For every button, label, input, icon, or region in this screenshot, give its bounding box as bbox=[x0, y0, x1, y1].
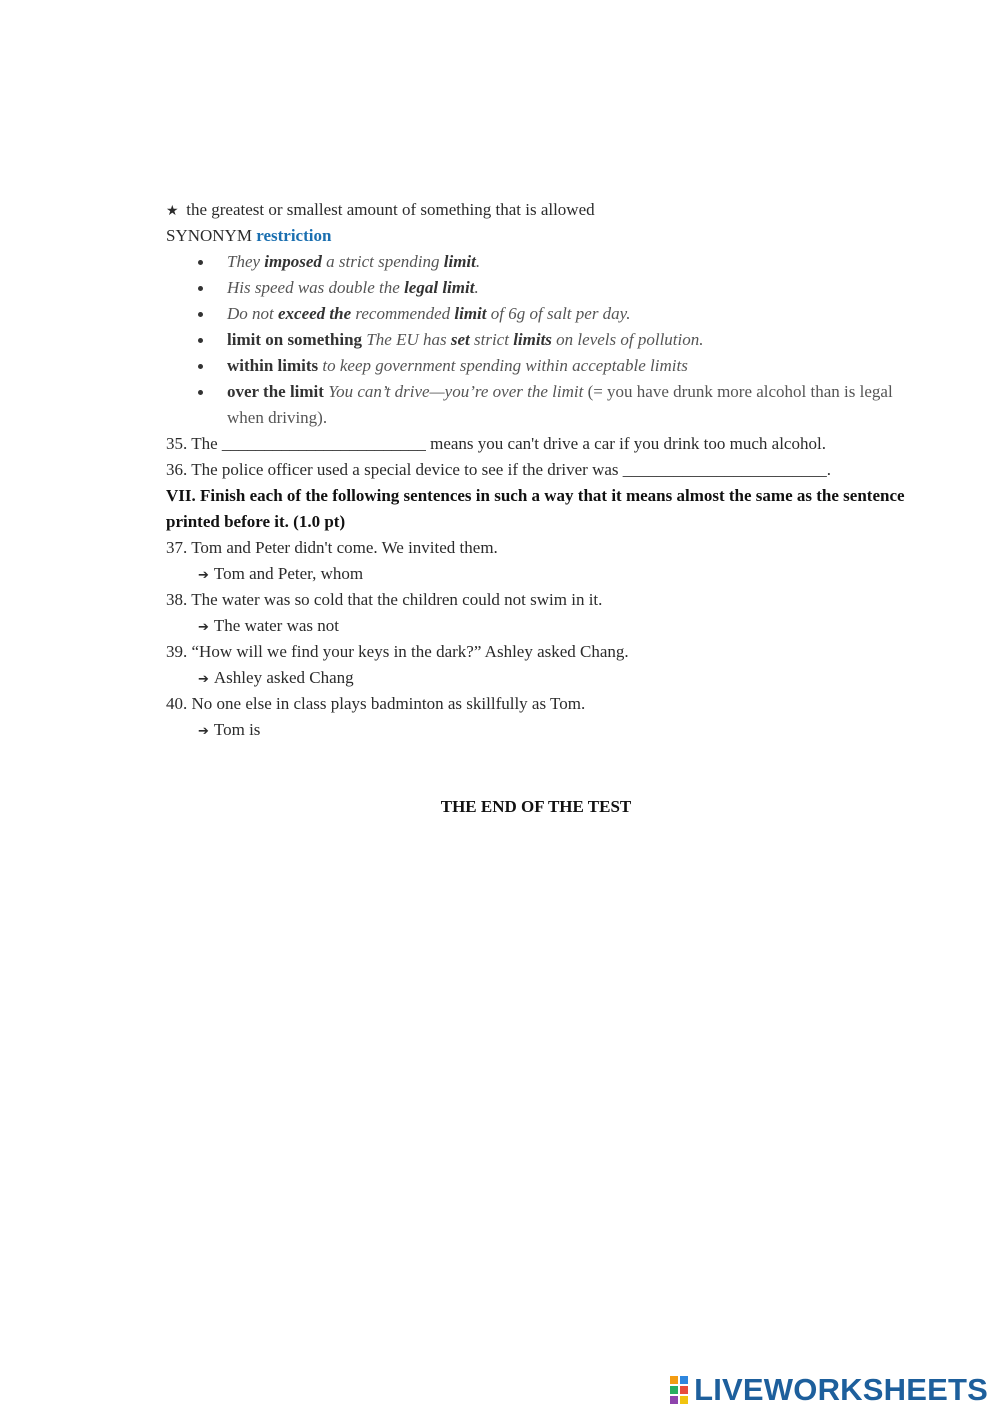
example-text: You can’t drive—you’re over the limit bbox=[323, 382, 584, 401]
example-keyword: set bbox=[450, 330, 470, 349]
example-keyword: limits bbox=[513, 330, 552, 349]
question-39: 39. “How will we find your keys in the dark?” Ashley asked Chang. bbox=[166, 642, 629, 661]
logo-text: LIVEWORKSHEETS bbox=[694, 1372, 988, 1407]
example-item bbox=[166, 353, 906, 379]
answer-stem: The water was not bbox=[213, 616, 339, 635]
example-keyword: limit bbox=[443, 252, 476, 271]
arrow-right-icon: ➔ bbox=[198, 568, 209, 583]
example-text: of 6g of salt per day. bbox=[486, 304, 631, 323]
question-35: 35. The ________________________ means you can't drive a car if you drink too much alcohol. bbox=[166, 434, 826, 453]
definition-line bbox=[166, 197, 906, 223]
example-list bbox=[166, 249, 906, 431]
answer-stem: Tom is bbox=[213, 720, 261, 739]
bullet-icon bbox=[198, 364, 203, 369]
end-of-test-heading: THE END OF THE TEST bbox=[440, 797, 632, 816]
example-text: strict bbox=[469, 330, 514, 349]
rewrite-list bbox=[166, 535, 906, 743]
example-phrase: over the limit bbox=[227, 382, 324, 401]
logo-mark-square bbox=[670, 1376, 678, 1384]
logo-mark-square bbox=[680, 1396, 688, 1404]
bullet-icon bbox=[198, 312, 203, 317]
example-item bbox=[166, 275, 906, 301]
example-text: . bbox=[475, 252, 481, 271]
synonym-link[interactable]: restriction bbox=[256, 226, 332, 245]
logo-mark-square bbox=[670, 1386, 678, 1394]
example-item bbox=[166, 249, 906, 275]
logo-mark-square bbox=[680, 1386, 688, 1394]
example-keyword: imposed bbox=[264, 252, 322, 271]
example-keyword: legal limit bbox=[404, 278, 475, 297]
question-40: 40. No one else in class plays badminton as skillfully as Tom. bbox=[166, 694, 586, 713]
example-text: His speed was double the bbox=[227, 278, 405, 297]
synonym-line bbox=[166, 223, 906, 249]
example-phrase: within limits bbox=[227, 356, 319, 375]
example-text: Do not bbox=[227, 304, 278, 323]
logo-mark-icon bbox=[670, 1376, 688, 1404]
example-keyword: limit bbox=[454, 304, 487, 323]
answer-stem: Tom and Peter, whom bbox=[213, 564, 364, 583]
question-38: 38. The water was so cold that the children could not swim in it. bbox=[166, 590, 603, 609]
example-item bbox=[166, 301, 906, 327]
example-text: to keep government spending within acceptable limits bbox=[318, 356, 688, 375]
arrow-right-icon: ➔ bbox=[198, 724, 209, 739]
star-icon: ★ bbox=[166, 204, 179, 219]
worksheet-page bbox=[166, 197, 906, 743]
bullet-icon bbox=[198, 286, 203, 291]
arrow-right-icon: ➔ bbox=[198, 672, 209, 687]
answer-line-40[interactable] bbox=[166, 717, 906, 743]
answer-line-38[interactable] bbox=[166, 613, 906, 639]
bullet-icon bbox=[198, 390, 203, 395]
synonym-label: SYNONYM bbox=[166, 226, 252, 245]
question-37: 37. Tom and Peter didn't come. We invited them. bbox=[166, 538, 498, 557]
definition-text: the greatest or smallest amount of something that is allowed bbox=[186, 200, 595, 219]
bullet-icon bbox=[198, 260, 203, 265]
example-keyword: exceed the bbox=[278, 304, 352, 323]
example-item bbox=[166, 327, 906, 353]
example-item bbox=[166, 379, 906, 431]
bullet-icon bbox=[198, 338, 203, 343]
example-text: They bbox=[227, 252, 265, 271]
answer-stem: Ashley asked Chang bbox=[213, 668, 354, 687]
logo-mark-square bbox=[670, 1396, 678, 1404]
logo-mark-square bbox=[680, 1376, 688, 1384]
section-heading: VII. Finish each of the following sentences in such a way that it means almost the same as the sentence printed before it. (1.0 pt) bbox=[166, 486, 905, 531]
answer-line-39[interactable] bbox=[166, 665, 906, 691]
arrow-right-icon: ➔ bbox=[198, 620, 209, 635]
example-text: on levels of pollution. bbox=[551, 330, 704, 349]
example-text: The EU has bbox=[362, 330, 451, 349]
example-phrase: limit on something bbox=[227, 330, 363, 349]
question-36: 36. The police officer used a special device to see if the driver was ________________________. bbox=[166, 460, 832, 479]
liveworksheets-logo[interactable] bbox=[670, 1372, 988, 1408]
example-text: recommended bbox=[351, 304, 455, 323]
example-text: a strict spending bbox=[321, 252, 444, 271]
example-text: . bbox=[474, 278, 479, 297]
example-text: (= you have drunk more alcohol than is legal when driving). bbox=[227, 382, 893, 427]
answer-line-37[interactable] bbox=[166, 561, 906, 587]
